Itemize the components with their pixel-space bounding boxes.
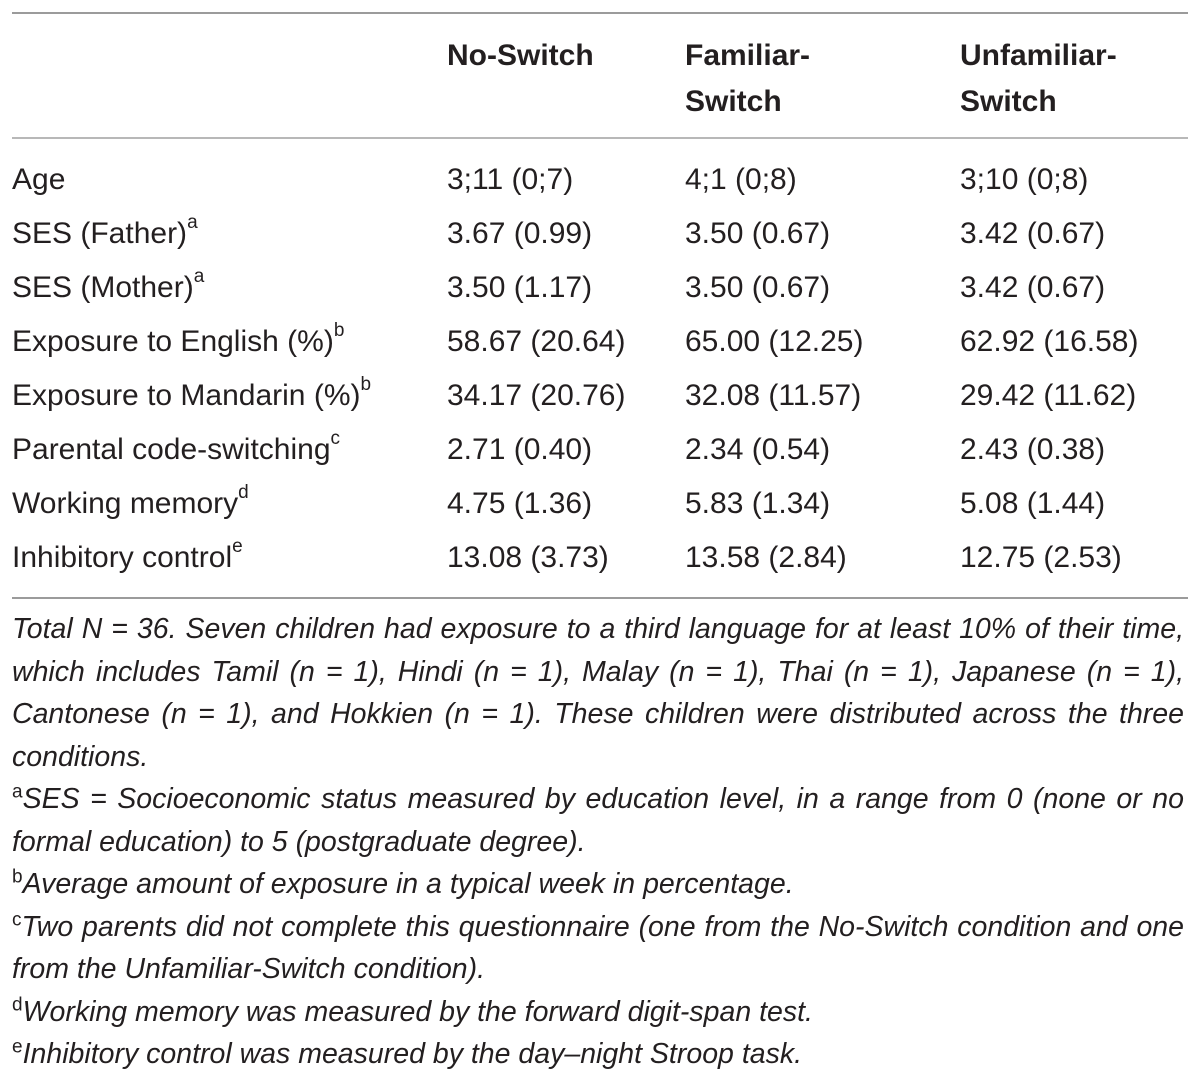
- footnote-mark: a: [193, 266, 205, 287]
- cell-familiar-switch: 3.50 (0.67): [685, 271, 831, 304]
- table-row: [0, 153, 1200, 207]
- footnote-mark: d: [12, 994, 23, 1015]
- column-header-familiar-switch: [685, 33, 810, 125]
- footnote: $^b$Average amount of exposure in a typical week in percentage.: [12, 866, 794, 900]
- column-header-line: Switch: [685, 85, 782, 118]
- cell-no-switch: 3.67 (0.99): [447, 217, 593, 250]
- cell-unfamiliar-switch: 62.92 (16.58): [960, 325, 1139, 358]
- footnote-mark: b: [360, 374, 372, 395]
- cell-familiar-switch: 32.08 (11.57): [685, 379, 862, 412]
- footnote-mark: c: [12, 909, 22, 930]
- column-header-line: Familiar-: [685, 39, 811, 72]
- cell-familiar-switch: 13.58 (2.84): [685, 541, 847, 574]
- column-header-line: Unfamiliar-: [960, 39, 1117, 72]
- footnote: $^e$Inhibitory control was measured by the day–night Stroop task.: [12, 1036, 803, 1070]
- footnote-mark: a: [12, 781, 23, 803]
- cell-no-switch: 3.50 (1.17): [447, 271, 593, 304]
- cell-unfamiliar-switch: 29.42 (11.62): [960, 379, 1137, 412]
- cell-unfamiliar-switch: 3.42 (0.67): [960, 271, 1106, 304]
- footnote: $^d$Working memory was measured by the forward digit-span test.: [12, 994, 813, 1028]
- cell-familiar-switch: 5.83 (1.34): [685, 487, 831, 520]
- cell-familiar-switch: 4;1 (0;8): [685, 163, 797, 196]
- cell-familiar-switch: 65.00 (12.25): [685, 325, 864, 358]
- footnote-mark: e: [232, 536, 243, 557]
- cell-no-switch: 58.67 (20.64): [447, 325, 626, 358]
- column-header-unfamiliar-switch: [960, 33, 1117, 125]
- column-header-line: Switch: [960, 85, 1057, 118]
- row-label: SES (Father)$^a$: [12, 212, 198, 250]
- cell-no-switch: 13.08 (3.73): [447, 541, 609, 574]
- row-label: Working memory$^d$: [12, 482, 249, 520]
- cell-no-switch: 34.17 (20.76): [447, 379, 626, 412]
- cell-no-switch: 2.71 (0.40): [447, 433, 593, 466]
- cell-unfamiliar-switch: 3;10 (0;8): [960, 163, 1089, 196]
- cell-no-switch: 3;11 (0;7): [447, 163, 574, 196]
- footnote: $^c$Two parents did not complete this questionnaire (one from the No-Switch condition and one from the Unfamiliar-Switch condition).: [12, 909, 1184, 985]
- row-label: Age: [12, 163, 66, 196]
- table-row: [0, 477, 1200, 531]
- row-label: Exposure to English (%)$^b$: [12, 320, 345, 358]
- cell-unfamiliar-switch: 5.08 (1.44): [960, 487, 1106, 520]
- row-label: Parental code-switching$^c$: [12, 428, 341, 466]
- column-header-no-switch: [447, 33, 594, 79]
- row-label: Inhibitory control$^e$: [12, 536, 243, 574]
- header-rule: [12, 137, 1188, 139]
- table-bottom-rule: [12, 597, 1188, 599]
- cell-unfamiliar-switch: 2.43 (0.38): [960, 433, 1106, 466]
- footnote-mark: b: [12, 866, 23, 888]
- footnote: $^a$SES = Socioeconomic status measured by education level, in a range from 0 (none or no formal education) to 5 (postgraduate degree).: [12, 781, 1184, 858]
- table-row: [0, 423, 1200, 477]
- footnote-mark: c: [330, 428, 341, 449]
- footnote-mark: b: [333, 320, 345, 341]
- table-row: [0, 315, 1200, 369]
- row-label: Exposure to Mandarin (%)$^b$: [12, 374, 372, 412]
- footnote-mark: d: [238, 482, 249, 503]
- table-row: [0, 207, 1200, 261]
- row-label: SES (Mother)$^a$: [12, 266, 205, 304]
- table-row: [0, 261, 1200, 315]
- cell-unfamiliar-switch: 3.42 (0.67): [960, 217, 1106, 250]
- cell-no-switch: 4.75 (1.36): [447, 487, 593, 520]
- cell-unfamiliar-switch: 12.75 (2.53): [960, 541, 1122, 574]
- table-top-rule: [12, 12, 1188, 14]
- cell-familiar-switch: 3.50 (0.67): [685, 217, 831, 250]
- footnote-mark: a: [187, 212, 198, 233]
- general-note: Total N = 36. Seven children had exposure to a third language for at least 10% of their time, which includes Tamil (n = 1), Hindi (n = 1), Malay (n = 1), Thai (n = 1), Japanese (n = 1), Cantonese (n = 1), and Hokkien (n = 1). These children were distributed across the three conditions.: [12, 613, 1184, 773]
- footnote-mark: e: [12, 1036, 23, 1058]
- cell-familiar-switch: 2.34 (0.54): [685, 433, 831, 466]
- table-notes: [12, 608, 1184, 1076]
- table-row: [0, 369, 1200, 423]
- table-row: [0, 531, 1200, 585]
- column-header-line: No-Switch: [447, 39, 594, 72]
